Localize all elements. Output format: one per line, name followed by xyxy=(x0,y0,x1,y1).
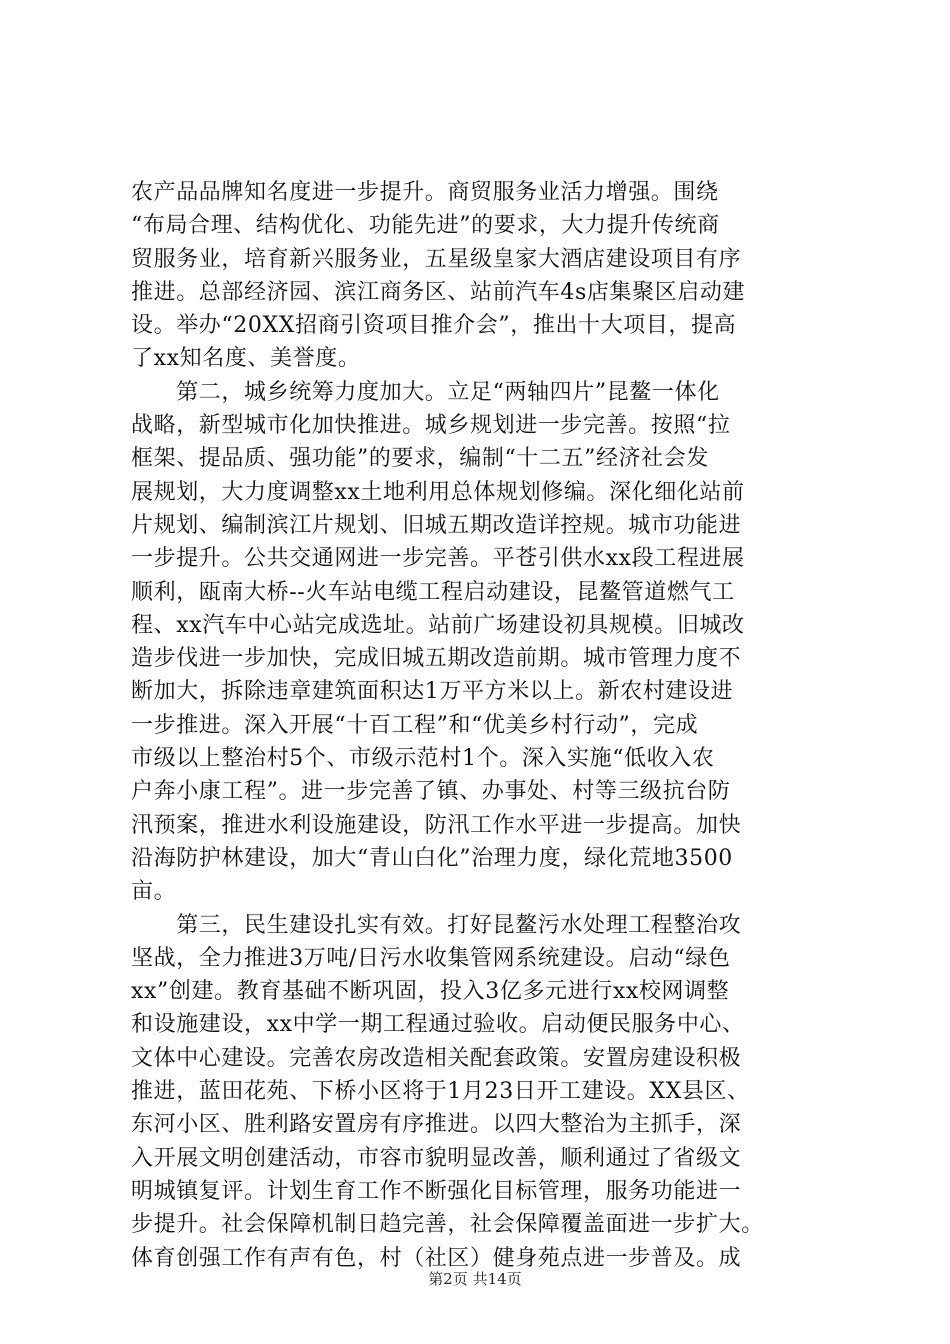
text-line: 造步伐进一步加快，完成旧城五期改造前期。城市管理力度不 xyxy=(131,646,742,672)
text-line: 农产品品牌知名度进一步提升。商贸服务业活力增强。围绕 xyxy=(131,180,719,205)
text-line: 顺利，瓯南大桥--火车站电缆工程启动建设，昆鳌管道燃气工 xyxy=(131,579,735,605)
text-line: 第三，民生建设扎实有效。打好昆鳌污水处理工程整治攻 xyxy=(131,912,742,938)
text-line: 展规划，大力度调整xx土地利用总体规划修编。深化细化站前 xyxy=(131,479,745,505)
text-line: 东河小区、胜利路安置房有序推进。以四大整治为主抓手，深 xyxy=(131,1112,742,1138)
text-line: 断加大，拆除违章建筑面积达1万平方米以上。新农村建设进 xyxy=(131,679,734,705)
text-line: 明城镇复评。计划生育工作不断强化目标管理，服务功能进一 xyxy=(131,1178,742,1204)
text-line: 坚战，全力推进3万吨/日污水收集管网系统建设。启动“绿色 xyxy=(131,945,731,971)
document-body xyxy=(131,176,831,1275)
text-line: 战略，新型城市化加快推进。城乡规划进一步完善。按照“拉 xyxy=(131,413,731,439)
text-line: 一步推进。深入开展“十百工程”和“优美乡村行动”，完成 xyxy=(131,712,699,738)
text-line: 贸服务业，培育新兴服务业，五星级皇家大酒店建设项目有序 xyxy=(131,246,742,272)
text-line: 体育创强工作有声有色，村（社区）健身苑点进一步普及。成 xyxy=(131,1245,742,1271)
text-line: 入开展文明创建活动，市容市貌明显改善，顺利通过了省级文 xyxy=(131,1145,742,1171)
text-line: 第二，城乡统筹力度加大。立足“两轴四片”昆鳌一体化 xyxy=(131,379,720,405)
text-line: 文体中心建设。完善农房改造相关配套政策。安置房建设积极 xyxy=(131,1045,742,1071)
text-line: 片规划、编制滨江片规划、旧城五期改造详控规。城市功能进 xyxy=(131,512,742,538)
text-line: 汛预案，推进水利设施建设，防汛工作水平进一步提高。加快 xyxy=(131,812,742,838)
text-line: 市级以上整治村5个、市级示范村1个。深入实施“低收入农 xyxy=(131,746,715,772)
text-line: 沿海防护林建设，加大“青山白化”治理力度，绿化荒地3500 xyxy=(131,845,733,871)
text-line: 户奔小康工程”。进一步完善了镇、办事处、村等三级抗台防 xyxy=(131,779,731,805)
text-line: 推进，蓝田花苑、下桥小区将于1月23日开工建设。XX县区、 xyxy=(131,1079,750,1105)
text-line: 和设施建设，xx中学一期工程通过验收。启动便民服务中心、 xyxy=(131,1012,745,1038)
text-line: 推进。总部经济园、滨江商务区、站前汽车4s店集聚区启动建 xyxy=(131,279,746,305)
text-line: 一步提升。公共交通网进一步完善。平苍引供水xx段工程进展 xyxy=(131,546,745,572)
text-line: 了xx知名度、美誉度。 xyxy=(131,346,361,372)
text-line: xx”创建。教育基础不断巩固，投入3亿多元进行xx校网调整 xyxy=(131,979,730,1005)
text-line: “布局合理、结构优化、功能先进”的要求，大力提升传统商 xyxy=(131,213,720,239)
page-footer: 第2页 共14页 xyxy=(428,1270,522,1288)
text-line: 框架、提品质、强功能”的要求，编制“十二五”经济社会发 xyxy=(131,446,709,472)
text-line: 亩。 xyxy=(131,879,177,905)
text-line: 步提升。社会保障机制日趋完善，社会保障覆盖面进一步扩大。 xyxy=(131,1212,764,1238)
text-line: 程、xx汽车中心站完成选址。站前广场建设初具规模。旧城改 xyxy=(131,612,745,638)
text-line: 设。举办“20XX招商引资项目推介会”，推出十大项目，提高 xyxy=(131,313,737,339)
